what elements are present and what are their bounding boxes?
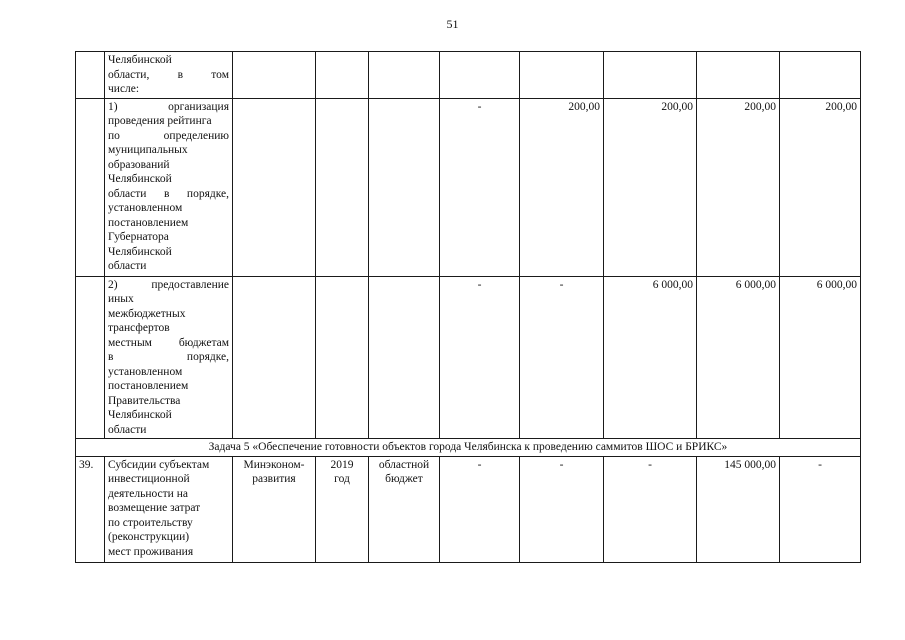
executor-cell: [233, 276, 316, 439]
cell-text-line: области: [108, 260, 147, 272]
value-cell: -: [440, 276, 520, 439]
value-cell: -: [520, 276, 604, 439]
cell-text-line: области в порядке,: [108, 187, 229, 200]
year-cell: [316, 52, 369, 99]
source-cell: [369, 52, 440, 99]
value-cell: [440, 52, 520, 99]
value-cell: [520, 52, 604, 99]
cell-text-line: Правительства: [108, 394, 181, 407]
description-cell: [105, 276, 233, 439]
source-cell: [369, 456, 440, 562]
cell-text-line: год: [334, 473, 350, 485]
cell-text-line: развития: [252, 473, 296, 485]
cell-text-line: (реконструкции): [108, 531, 190, 543]
value-cell: -: [604, 456, 697, 562]
cell-text-line: 1) организация: [108, 100, 229, 113]
row-number-cell: 39.: [76, 456, 105, 562]
cell-text-line: иных: [108, 293, 134, 305]
value-cell: -: [440, 98, 520, 276]
value-cell: 6 000,00: [780, 276, 861, 439]
cell-text-line: Субсидии субъектам: [108, 458, 210, 471]
table-row: [76, 456, 861, 562]
task-title-cell: Задача 5 «Обеспечение готовности объектов города Челябинска к проведению саммитов ШОС и БРИКС»: [76, 439, 861, 457]
cell-text-line: Челябинской: [108, 245, 172, 258]
value-cell: [780, 52, 861, 99]
value-cell: 145 000,00: [697, 456, 780, 562]
executor-cell: [233, 456, 316, 562]
cell-text-line: бюджет: [385, 473, 423, 485]
cell-text-line: Челябинской: [108, 409, 172, 421]
row-number-cell: [76, 52, 105, 99]
cell-text-line: Челябинской: [108, 173, 172, 185]
row-number-cell: [76, 276, 105, 439]
value-cell: 6 000,00: [604, 276, 697, 439]
description-cell: [105, 456, 233, 562]
cell-text-line: установленном: [108, 365, 183, 378]
description-cell: [105, 98, 233, 276]
cell-text-line: трансфертов: [108, 322, 170, 334]
row-number-cell: [76, 98, 105, 276]
value-cell: 200,00: [604, 98, 697, 276]
cell-text-line: инвестиционной: [108, 473, 190, 485]
page-number: 51: [446, 17, 459, 31]
cell-text-line: области, в том: [108, 68, 229, 81]
budget-table: [75, 51, 861, 563]
executor-cell: [233, 98, 316, 276]
cell-text-line: Минэконом-: [243, 458, 305, 471]
cell-text-line: Губернатора: [108, 231, 169, 243]
cell-text-line: местным бюджетам: [108, 336, 229, 349]
value-cell: -: [520, 456, 604, 562]
cell-text-line: 2) предоставление: [108, 278, 229, 291]
year-cell: [316, 456, 369, 562]
value-cell: [697, 52, 780, 99]
cell-text-line: деятельности на: [108, 487, 188, 500]
cell-text-line: областной: [378, 458, 430, 471]
cell-text-line: мест проживания: [108, 545, 194, 558]
cell-text-line: муниципальных: [108, 144, 188, 156]
source-cell: [369, 276, 440, 439]
value-cell: -: [440, 456, 520, 562]
source-cell: [369, 98, 440, 276]
value-cell: [604, 52, 697, 99]
cell-text-line: области: [108, 423, 147, 436]
table-row: [76, 52, 861, 99]
cell-text-line: возмещение затрат: [108, 502, 201, 514]
value-cell: 200,00: [780, 98, 861, 276]
cell-text-line: в порядке,: [108, 351, 229, 363]
table-row: [76, 98, 861, 276]
cell-text-line: 2019: [330, 458, 354, 471]
year-cell: [316, 98, 369, 276]
cell-text-line: числе:: [108, 83, 140, 95]
cell-text-line: межбюджетных: [108, 307, 186, 320]
executor-cell: [233, 52, 316, 99]
cell-text-line: проведения рейтинга: [108, 115, 212, 127]
value-cell: 200,00: [520, 98, 604, 276]
cell-text-line: по строительству: [108, 516, 193, 529]
value-cell: -: [780, 456, 861, 562]
year-cell: [316, 276, 369, 439]
cell-text-line: по определению: [108, 129, 229, 142]
cell-text-line: образований: [108, 158, 170, 171]
table-row: [76, 276, 861, 439]
table-body: [76, 52, 861, 563]
cell-text-line: установленном: [108, 202, 183, 214]
cell-text-line: постановлением: [108, 380, 189, 392]
value-cell: 200,00: [697, 98, 780, 276]
cell-text-line: постановлением: [108, 216, 189, 229]
value-cell: 6 000,00: [697, 276, 780, 439]
cell-text-line: Челябинской: [108, 54, 172, 66]
task-header-row: [76, 439, 861, 457]
description-cell: [105, 52, 233, 99]
